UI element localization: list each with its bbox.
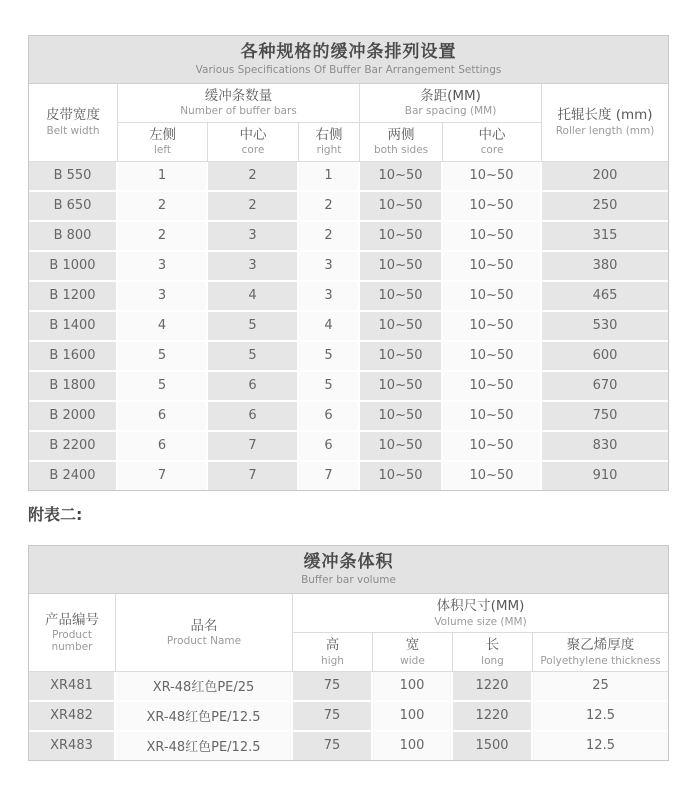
cell-both-sides-spacing: 10~50: [360, 282, 443, 312]
cell-center-spacing: 10~50: [443, 282, 542, 312]
cell-both-sides-spacing: 10~50: [360, 372, 443, 402]
cell-left-count: 2: [118, 192, 208, 222]
cell-roller-length: 250: [542, 192, 668, 222]
high-label-cn: 高: [325, 637, 340, 654]
cell-both-sides-spacing: 10~50: [360, 252, 443, 282]
volume-title-cn: 缓冲条体积: [303, 552, 394, 573]
roller-length-label-cn: 托辊长度 (mm): [557, 107, 653, 124]
belt-width-label-en: Belt width: [46, 124, 100, 137]
arrangement-table-header: [29, 84, 668, 162]
cell-both-sides-spacing: 10~50: [360, 462, 443, 490]
header-group-row: [29, 84, 668, 123]
cell-core-count: 4: [208, 282, 299, 312]
cell-roller-length: 600: [542, 342, 668, 372]
high-label-en: high: [321, 654, 344, 667]
cell-core-count: 2: [208, 162, 299, 192]
arrangement-title-en: Various Specifications Of Buffer Bar Arrangement Settings: [195, 63, 502, 76]
left-label-cn: 左侧: [149, 126, 176, 143]
table-row: [29, 222, 668, 252]
table-row: [29, 252, 668, 282]
product-name-label-cn: 品名: [190, 617, 218, 634]
volume-size-label-cn: 体积尺寸(MM): [436, 598, 525, 615]
cell-right-count: 2: [299, 222, 360, 252]
volume-table: [28, 545, 669, 761]
col-header-left: [118, 123, 208, 162]
left-label-en: left: [153, 144, 171, 157]
volume-size-label-en: Volume size (MM): [434, 615, 527, 628]
cell-product-name: XR-48红色PE/12.5: [116, 732, 293, 760]
cell-belt-width: B 1400: [29, 312, 118, 342]
table-row: [29, 462, 668, 490]
core-center-label-cn: 中心: [478, 126, 506, 143]
cell-right-count: 6: [299, 402, 360, 432]
cell-long: 1220: [453, 702, 533, 732]
cell-left-count: 4: [118, 312, 208, 342]
cell-both-sides-spacing: 10~50: [360, 312, 443, 342]
product-number-label-cn: 产品编号: [45, 611, 99, 628]
volume-header-group-row: [29, 594, 668, 633]
wide-label-en: wide: [400, 654, 425, 667]
col-header-wide: [373, 633, 453, 672]
cell-left-count: 1: [118, 162, 208, 192]
both-sides-label-cn: 两侧: [387, 126, 415, 143]
cell-both-sides-spacing: 10~50: [360, 342, 443, 372]
cell-center-spacing: 10~50: [443, 402, 542, 432]
cell-belt-width: B 1800: [29, 372, 118, 402]
cell-left-count: 6: [118, 402, 208, 432]
cell-belt-width: B 2200: [29, 432, 118, 462]
core-center-label-en: core: [480, 144, 504, 157]
arrangement-table-grid: [29, 84, 668, 490]
col-header-polyethylene-thickness: [533, 633, 668, 672]
cell-long: 1220: [453, 672, 533, 702]
cell-roller-length: 200: [542, 162, 668, 192]
cell-wide: 100: [373, 702, 453, 732]
arrangement-title-cn: 各种规格的缓冲条排列设置: [240, 42, 457, 62]
cell-thickness: 12.5: [533, 702, 668, 732]
arrangement-table-title: [29, 36, 668, 84]
cell-right-count: 5: [299, 372, 360, 402]
cell-belt-width: B 2400: [29, 462, 118, 490]
cell-center-spacing: 10~50: [443, 312, 542, 342]
cell-roller-length: 750: [542, 402, 668, 432]
cell-right-count: 6: [299, 432, 360, 462]
table-row: [29, 312, 668, 342]
cell-wide: 100: [373, 672, 453, 702]
cell-left-count: 5: [118, 342, 208, 372]
table-row: [29, 282, 668, 312]
cell-thickness: 25: [533, 672, 668, 702]
col-header-high: [293, 633, 373, 672]
cell-product-number: XR483: [29, 732, 116, 760]
cell-center-spacing: 10~50: [443, 222, 542, 252]
cell-left-count: 3: [118, 252, 208, 282]
cell-high: 75: [293, 732, 373, 760]
cell-center-spacing: 10~50: [443, 462, 542, 490]
cell-core-count: 6: [208, 372, 299, 402]
buffer-count-label-cn: 缓冲条数量: [204, 87, 273, 104]
cell-belt-width: B 800: [29, 222, 118, 252]
col-header-belt-width: [29, 84, 118, 162]
cell-roller-length: 910: [542, 462, 668, 490]
table-row: [29, 702, 668, 732]
col-header-product-name: [116, 594, 293, 672]
cell-high: 75: [293, 702, 373, 732]
cell-both-sides-spacing: 10~50: [360, 192, 443, 222]
right-label-cn: 右侧: [315, 126, 343, 143]
cell-high: 75: [293, 672, 373, 702]
long-label-cn: 长: [485, 637, 500, 654]
col-header-product-number: [29, 594, 116, 672]
arrangement-table-body: [29, 162, 668, 490]
cell-right-count: 3: [299, 252, 360, 282]
cell-core-count: 5: [208, 312, 299, 342]
cell-wide: 100: [373, 732, 453, 760]
buffer-count-label-en: Number of buffer bars: [180, 105, 297, 118]
cell-roller-length: 530: [542, 312, 668, 342]
cell-core-count: 3: [208, 222, 299, 252]
cell-long: 1500: [453, 732, 533, 760]
cell-right-count: 5: [299, 342, 360, 372]
core-left-label-en: core: [241, 144, 265, 157]
table-row: [29, 732, 668, 760]
table-row: [29, 432, 668, 462]
cell-product-name: XR-48红色PE/25: [116, 672, 293, 702]
col-header-long: [453, 633, 533, 672]
volume-table-grid: [29, 594, 668, 760]
cell-both-sides-spacing: 10~50: [360, 432, 443, 462]
cell-belt-width: B 1600: [29, 342, 118, 372]
cell-center-spacing: 10~50: [443, 342, 542, 372]
cell-roller-length: 315: [542, 222, 668, 252]
cell-core-count: 7: [208, 432, 299, 462]
cell-core-count: 3: [208, 252, 299, 282]
roller-length-label-en: Roller length (mm): [555, 124, 655, 137]
product-name-label-en: Product Name: [166, 635, 242, 648]
cell-belt-width: B 1000: [29, 252, 118, 282]
cell-left-count: 6: [118, 432, 208, 462]
thickness-label-en: Polyethylene thickness: [540, 654, 661, 667]
cell-product-name: XR-48红色PE/12.5: [116, 702, 293, 732]
both-sides-label-en: both sides: [373, 144, 429, 157]
cell-belt-width: B 550: [29, 162, 118, 192]
cell-both-sides-spacing: 10~50: [360, 162, 443, 192]
cell-roller-length: 830: [542, 432, 668, 462]
cell-belt-width: B 1200: [29, 282, 118, 312]
col-header-volume-size-group: [293, 594, 668, 633]
cell-right-count: 4: [299, 312, 360, 342]
cell-thickness: 12.5: [533, 732, 668, 760]
cell-core-count: 5: [208, 342, 299, 372]
table-row: [29, 372, 668, 402]
cell-center-spacing: 10~50: [443, 432, 542, 462]
cell-left-count: 7: [118, 462, 208, 490]
cell-product-number: XR482: [29, 702, 116, 732]
table-row: [29, 342, 668, 372]
cell-left-count: 2: [118, 222, 208, 252]
wide-label-cn: 宽: [405, 637, 420, 654]
appendix-two-label: 附表二:: [28, 504, 83, 524]
cell-left-count: 3: [118, 282, 208, 312]
col-header-right: [299, 123, 360, 162]
cell-both-sides-spacing: 10~50: [360, 222, 443, 252]
cell-right-count: 1: [299, 162, 360, 192]
table-row: [29, 672, 668, 702]
cell-core-count: 6: [208, 402, 299, 432]
cell-product-number: XR481: [29, 672, 116, 702]
bar-spacing-label-cn: 条距(MM): [420, 87, 481, 104]
col-header-core-left: [208, 123, 299, 162]
bar-spacing-label-en: Bar spacing (MM): [404, 105, 497, 118]
cell-center-spacing: 10~50: [443, 252, 542, 282]
core-left-label-cn: 中心: [239, 126, 267, 143]
cell-core-count: 7: [208, 462, 299, 490]
col-header-core-center: [443, 123, 542, 162]
volume-title-en: Buffer bar volume: [301, 574, 396, 587]
table-row: [29, 402, 668, 432]
cell-core-count: 2: [208, 192, 299, 222]
cell-roller-length: 670: [542, 372, 668, 402]
table-row: [29, 192, 668, 222]
cell-center-spacing: 10~50: [443, 192, 542, 222]
arrangement-table: [28, 35, 669, 491]
long-label-en: long: [481, 654, 504, 667]
product-number-label-en: Product number: [51, 629, 93, 654]
col-header-both-sides: [360, 123, 443, 162]
table-row: [29, 162, 668, 192]
volume-table-title: [29, 546, 668, 594]
cell-both-sides-spacing: 10~50: [360, 402, 443, 432]
cell-left-count: 5: [118, 372, 208, 402]
thickness-label-cn: 聚乙烯厚度: [566, 637, 635, 654]
belt-width-label-cn: 皮带宽度: [46, 107, 100, 124]
cell-belt-width: B 2000: [29, 402, 118, 432]
cell-roller-length: 465: [542, 282, 668, 312]
volume-table-body: [29, 672, 668, 760]
col-header-bar-spacing-group: [360, 84, 542, 123]
cell-center-spacing: 10~50: [443, 162, 542, 192]
cell-right-count: 7: [299, 462, 360, 490]
col-header-roller-length: [542, 84, 668, 162]
volume-table-header: [29, 594, 668, 672]
right-label-en: right: [316, 144, 342, 157]
cell-center-spacing: 10~50: [443, 372, 542, 402]
cell-roller-length: 380: [542, 252, 668, 282]
cell-right-count: 2: [299, 192, 360, 222]
cell-belt-width: B 650: [29, 192, 118, 222]
cell-right-count: 3: [299, 282, 360, 312]
col-header-buffer-count-group: [118, 84, 360, 123]
